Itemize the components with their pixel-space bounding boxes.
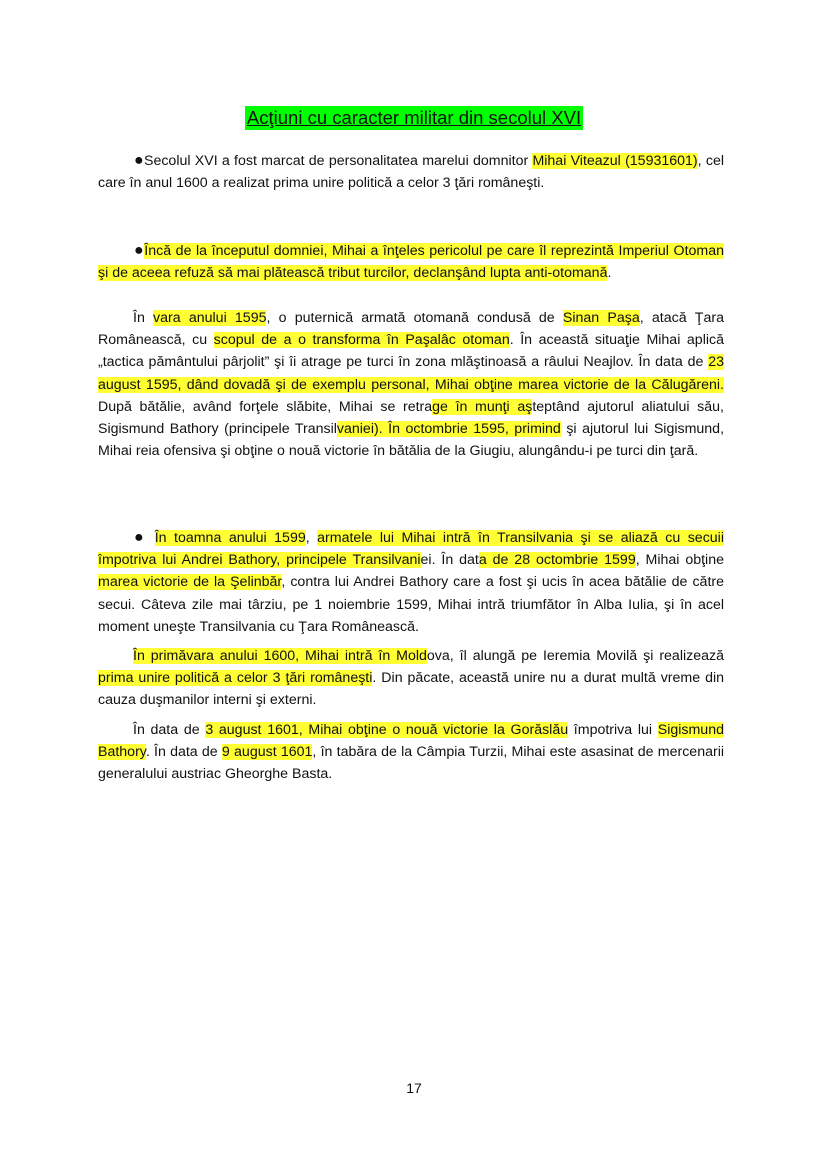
- text: . Din păcate, această unire nu a durat multă vreme din cauza duşmanilor interni şi externi.: [98, 670, 725, 709]
- highlight: Sinan Paşa: [562, 310, 640, 326]
- highlight: 9 august 1601: [221, 744, 313, 761]
- bullet-icon: ●: [134, 529, 148, 546]
- text: Secolul XVI a fost marcat de personalitatea marelui domnitor: [143, 153, 533, 169]
- paragraph-6: [98, 719, 724, 786]
- text: ,: [305, 530, 318, 546]
- highlight: scopul de a o transforma în Paşalâc otoman: [213, 332, 510, 349]
- page-title: Acţiuni cu caracter militar din secolul XVI: [246, 107, 582, 128]
- highlight: Mihai Viteazul (15931601): [532, 153, 698, 169]
- highlight: În toamna anului 1599: [154, 530, 306, 546]
- text: , o puternică armată otomană condusă de: [266, 310, 563, 326]
- highlight: prima unire politică a celor 3 ţări româneşti: [98, 670, 373, 687]
- text: . În această situaţie Mihai aplică „tactica pământului pârjolit” şi îi atrage pe turci în zona mlăştinoasă a râului Neajlov. În data de: [98, 332, 724, 371]
- text: , Mihai obţine: [635, 552, 724, 569]
- text: , cel care în anul 1600 a realizat prima unire politică a celor 3 ţări româneşti.: [98, 153, 724, 192]
- text: .: [607, 265, 612, 282]
- text: , atacă Ţara Românească, cu: [98, 310, 724, 349]
- text: ova, îl alungă pe Ieremia Movilă şi realizează: [426, 648, 724, 664]
- page-number: 17: [406, 1080, 422, 1096]
- text: teptând ajutorul aliatului său, Sigismund Bathory (principele Transil: [98, 398, 725, 438]
- text: . În data de: [145, 744, 222, 761]
- text: În data de: [133, 722, 206, 738]
- paragraph-5: [98, 645, 724, 712]
- bullet-icon: ●: [134, 242, 145, 259]
- highlight: În primăvara anului 1600, Mihai intră în Mold: [133, 648, 427, 664]
- paragraph-2: [98, 240, 724, 284]
- highlight: 3 august 1601, Mihai obţine o nouă victorie la Gorăslău: [205, 722, 569, 738]
- highlight: 23 august 1595, dând dovadă şi de exemplu personal, Mihai obţine marea victorie de la Călugăreni.: [98, 354, 724, 393]
- text: , contra lui Andrei Bathory care a fost şi ucis în acea bătălie de către secui. Câteva zile mai târziu, pe 1 noiembrie 1599, Mihai intră triumfător în Alba Iulia, şi în acel moment uneşte Transilvania cu Ţara Românească.: [98, 574, 724, 635]
- text: , în tabăra de la Câmpia Turzii, Mihai este asasinat de mercenarii generalului austriac Gheorghe Basta.: [98, 744, 725, 783]
- highlight: Încă de la începutul domniei, Mihai a înţeles pericolul pe care îl reprezintă Imperiul Otoman şi de aceea refuză să mai plătească tribut turcilor, declanşând lupta anti-otomană: [98, 243, 724, 282]
- text: În: [133, 310, 154, 326]
- text: După bătălie, având forţele slăbite, Mihai se retra: [98, 398, 433, 415]
- highlight: armatele lui Mihai intră în Transilvania şi se aliază cu secuii împotriva lui Andrei Bathory, principele Transilvani: [98, 530, 724, 569]
- text: ei. În dat: [420, 552, 479, 569]
- paragraph-4: [98, 527, 724, 638]
- highlight: a de 28 octombrie 1599: [478, 552, 636, 569]
- highlight: Sigismund Bathory: [98, 722, 724, 761]
- text: şi ajutorul lui Sigismund, Mihai reia ofensiva şi obţine o nouă victorie în bătălia de la Giugiu, alungându-i pe turci din ţară.: [98, 421, 725, 460]
- paragraph-1: [98, 150, 724, 194]
- highlight: vaniei). În octombrie 1595, primind: [336, 421, 561, 438]
- highlight: ge în munţi aş: [432, 398, 533, 415]
- paragraph-3: [98, 307, 724, 462]
- title-container: [0, 106, 828, 130]
- bullet-icon: ●: [134, 152, 144, 169]
- highlight: marea victorie de la Şelinbăr: [98, 574, 282, 591]
- text: împotriva lui: [568, 722, 658, 738]
- highlight: vara anului 1595: [153, 310, 267, 326]
